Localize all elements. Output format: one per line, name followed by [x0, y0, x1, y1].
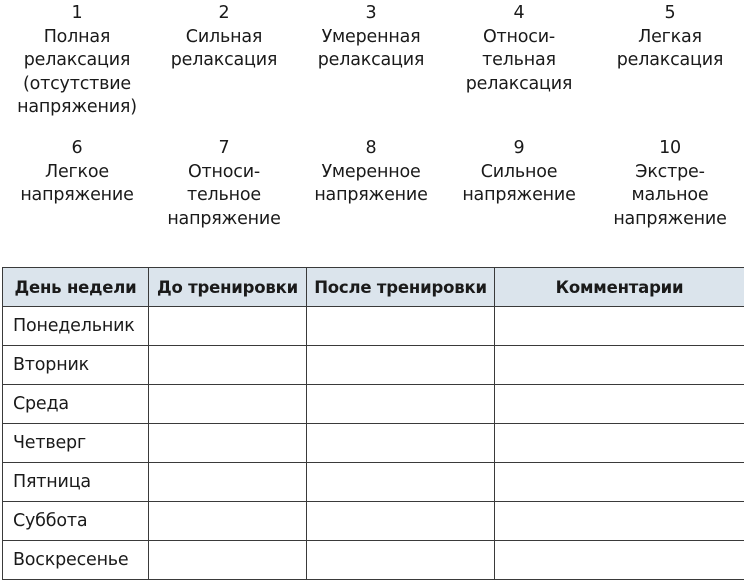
day-cell: Суббота: [3, 502, 149, 541]
before-cell[interactable]: [149, 502, 307, 541]
day-cell: Понедельник: [3, 307, 149, 346]
scale-label: Умеренная релаксация: [317, 26, 425, 70]
scale-number: 6: [71, 138, 83, 158]
scale-number: 8: [365, 138, 377, 158]
scale-label: Полная релаксация (отсутствие напряжения): [17, 26, 137, 117]
before-cell[interactable]: [149, 346, 307, 385]
scale-label: Относи- тельное напряжение: [167, 161, 281, 229]
header-after-workout: После тренировки: [307, 268, 495, 307]
comments-cell[interactable]: [495, 346, 744, 385]
day-cell: Четверг: [3, 424, 149, 463]
table-header-row: [3, 268, 744, 307]
day-cell: Вторник: [3, 346, 149, 385]
scale-label: Сильное напряжение: [462, 161, 576, 205]
table-row: [3, 541, 744, 580]
scale-item-8: [301, 137, 441, 208]
after-cell[interactable]: [307, 463, 495, 502]
after-cell[interactable]: [307, 385, 495, 424]
header-before-workout: До тренировки: [149, 268, 307, 307]
scale-label: Экстре- мальное напряжение: [613, 161, 727, 229]
scale-number: 7: [218, 138, 230, 158]
scale-number: 10: [659, 138, 681, 158]
after-cell[interactable]: [307, 502, 495, 541]
table-row: [3, 424, 744, 463]
scale-item-9: [449, 137, 589, 208]
header-comments: Комментарии: [495, 268, 744, 307]
day-cell: Воскресенье: [3, 541, 149, 580]
table-row: [3, 463, 744, 502]
before-cell[interactable]: [149, 307, 307, 346]
scale-number: 9: [513, 138, 525, 158]
scale-item-1: [7, 2, 147, 120]
scale-item-10: [600, 137, 740, 231]
scale-item-5: [600, 2, 740, 73]
before-cell[interactable]: [149, 385, 307, 424]
table-row: [3, 502, 744, 541]
scale-number: 2: [218, 3, 230, 23]
scale-item-3: [301, 2, 441, 73]
comments-cell[interactable]: [495, 307, 744, 346]
after-cell[interactable]: [307, 307, 495, 346]
scale-number: 1: [71, 3, 83, 23]
comments-cell[interactable]: [495, 463, 744, 502]
scale-label: Относи- тельная релаксация: [465, 26, 573, 94]
comments-cell[interactable]: [495, 541, 744, 580]
weekly-tension-log-table: [2, 267, 744, 580]
scale-number: 4: [513, 3, 525, 23]
scale-label: Легкое напряжение: [20, 161, 134, 205]
comments-cell[interactable]: [495, 502, 744, 541]
table-row: [3, 346, 744, 385]
after-cell[interactable]: [307, 541, 495, 580]
scale-label: Сильная релаксация: [170, 26, 278, 70]
scale-item-6: [7, 137, 147, 208]
scale-label: Умеренное напряжение: [314, 161, 428, 205]
after-cell[interactable]: [307, 424, 495, 463]
before-cell[interactable]: [149, 541, 307, 580]
before-cell[interactable]: [149, 424, 307, 463]
day-cell: Среда: [3, 385, 149, 424]
scale-number: 3: [365, 3, 377, 23]
header-day: День недели: [3, 268, 149, 307]
day-cell: Пятница: [3, 463, 149, 502]
scale-label: Легкая релаксация: [616, 26, 724, 70]
before-cell[interactable]: [149, 463, 307, 502]
scale-item-7: [154, 137, 294, 231]
table-row: [3, 307, 744, 346]
scale-number: 5: [664, 3, 676, 23]
after-cell[interactable]: [307, 346, 495, 385]
scale-item-2: [154, 2, 294, 73]
comments-cell[interactable]: [495, 385, 744, 424]
comments-cell[interactable]: [495, 424, 744, 463]
scale-item-4: [449, 2, 589, 96]
table-row: [3, 385, 744, 424]
